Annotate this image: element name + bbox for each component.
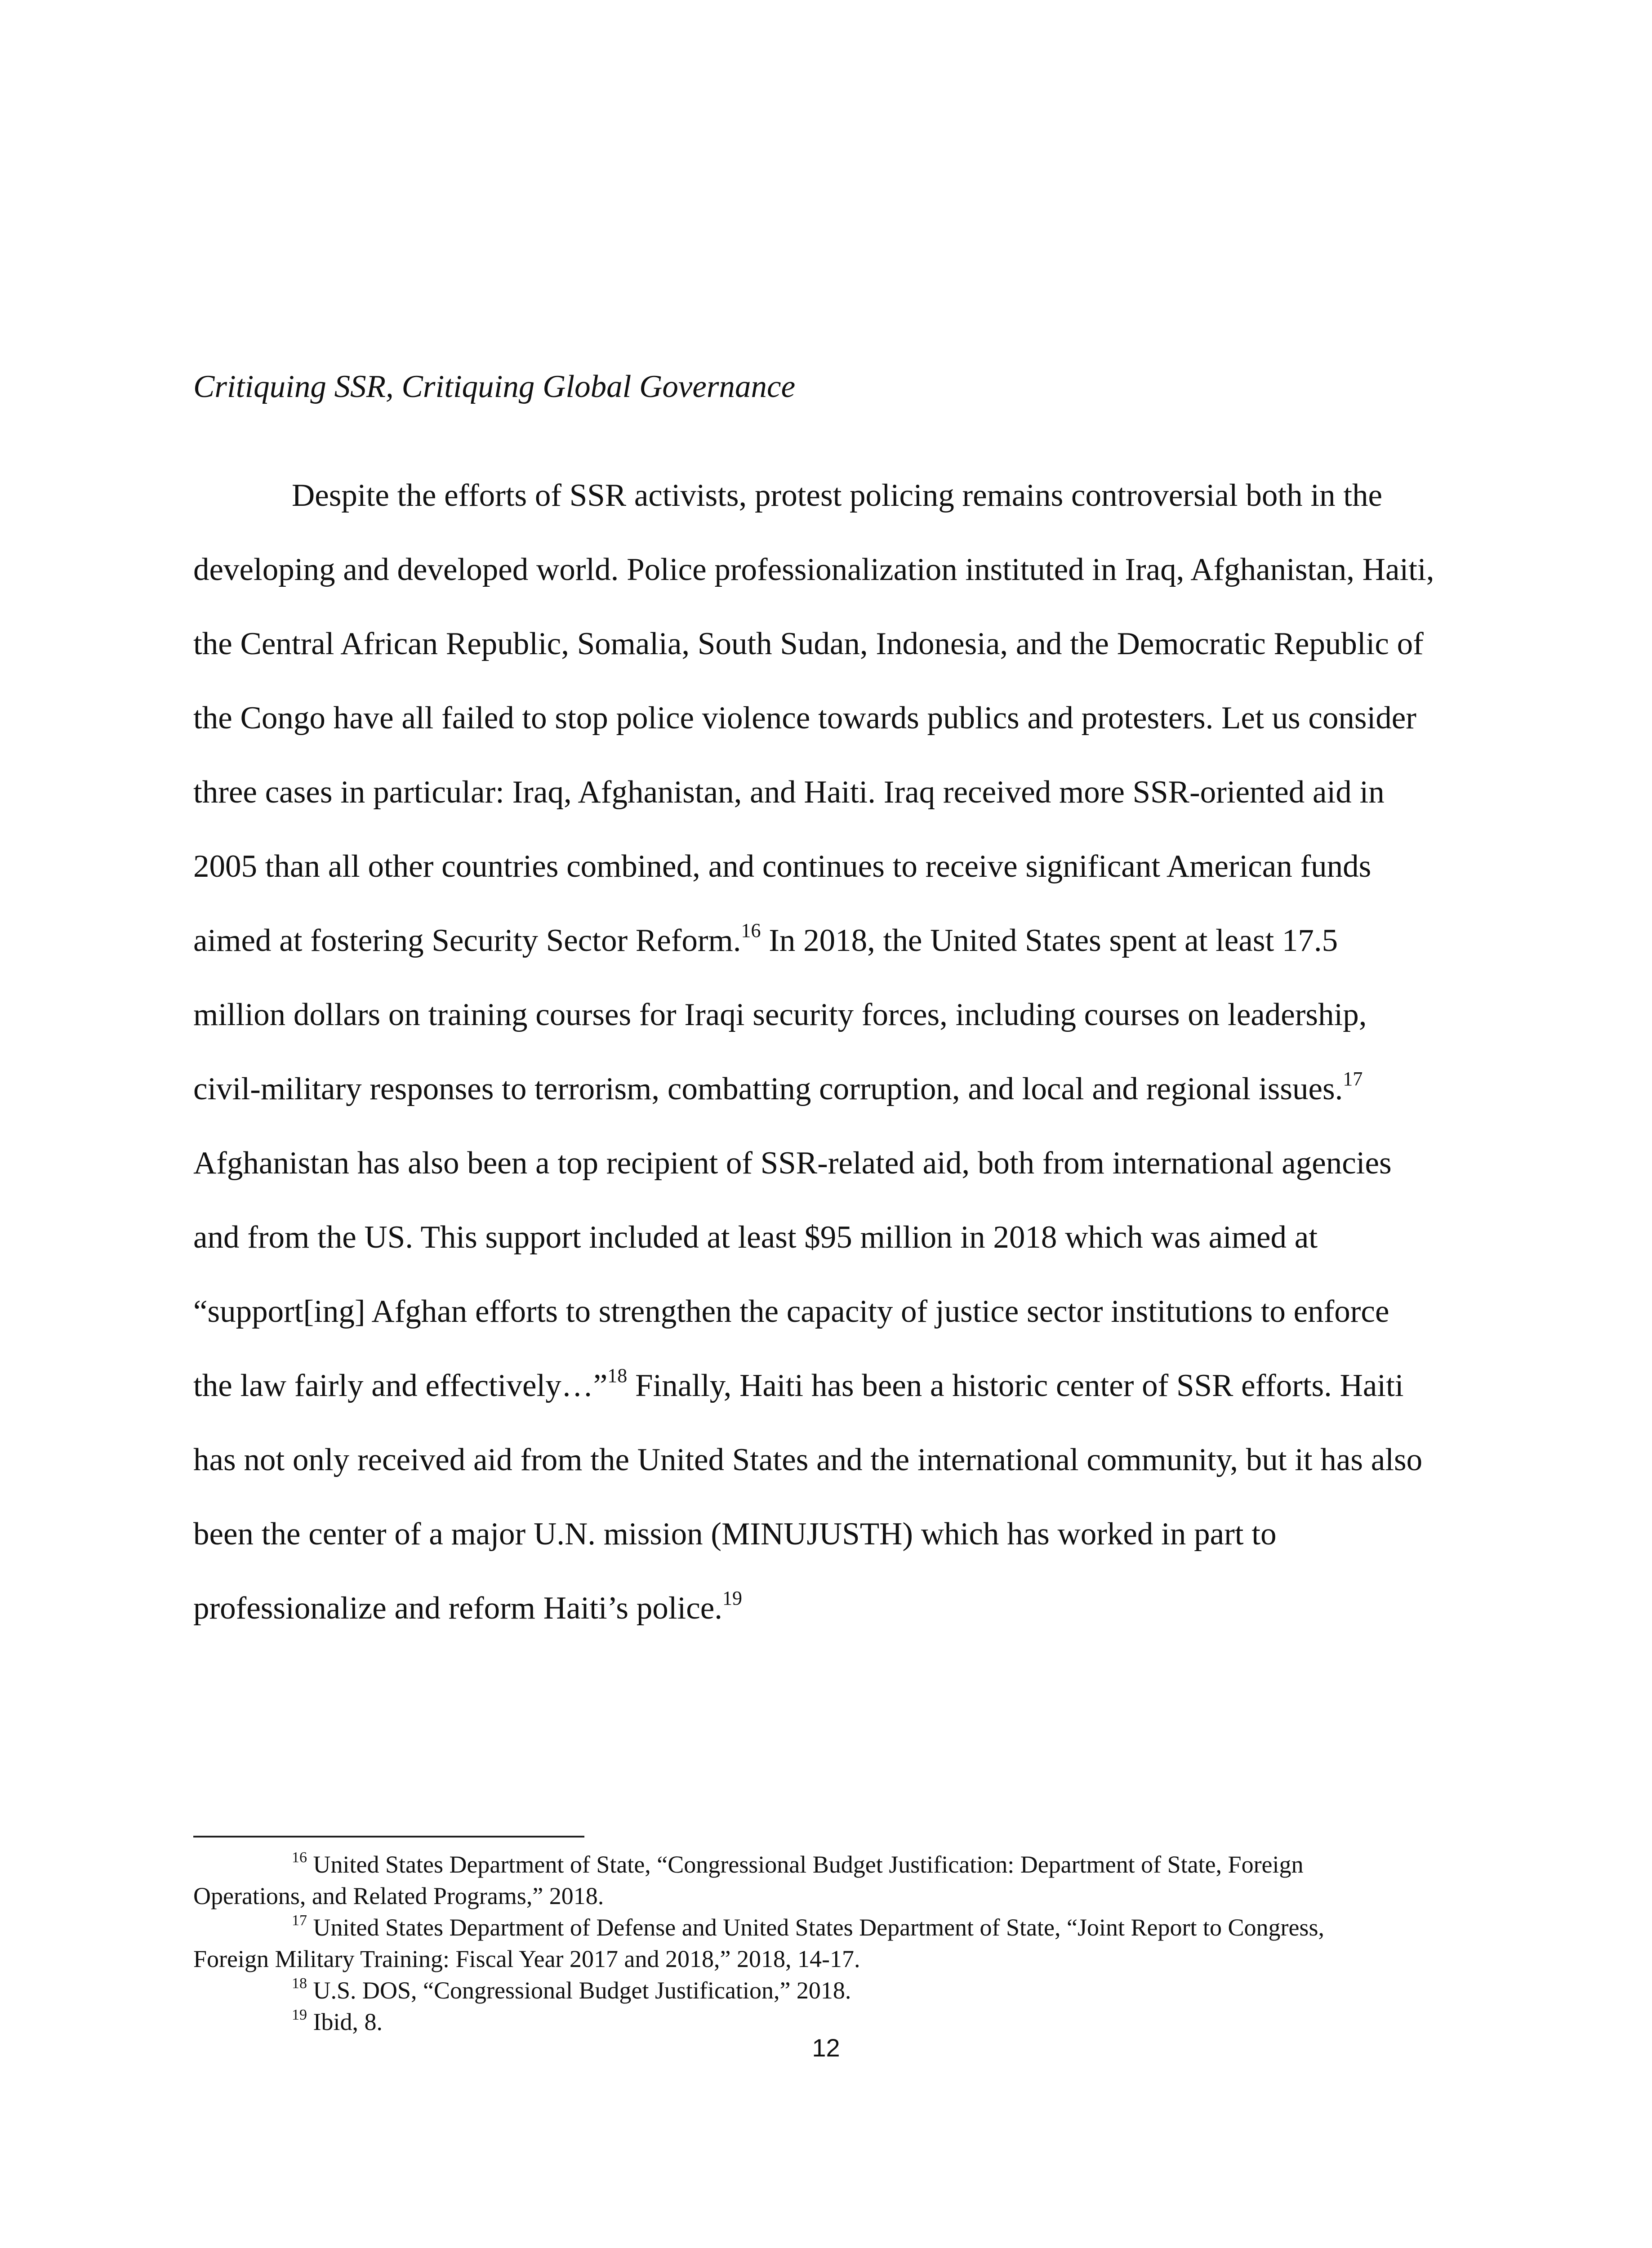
body-line: developing and developed world. Police professionalization instituted in Iraq, Afghanistan, Haiti,: [193, 552, 1434, 587]
body-line: three cases in particular: Iraq, Afghanistan, and Haiti. Iraq received more SSR-oriented aid in: [193, 775, 1385, 810]
body-line: been the center of a major U.N. mission (MINUJUSTH) which has worked in part to: [193, 1517, 1277, 1552]
body-paragraph: [193, 459, 1474, 1646]
footnote-number: 18: [292, 1975, 307, 1992]
page-number: 12: [812, 2034, 840, 2062]
footnote-divider: [193, 1836, 584, 1838]
footnote-19: $^{19}$ Ibid, 8.: [292, 2007, 383, 2035]
body-line: Despite the efforts of SSR activists, protest policing remains controversial both in the: [292, 478, 1383, 513]
body-line: and from the US. This support included at least $95 million in 2018 which was aimed at: [193, 1220, 1318, 1255]
footnote-number: 17: [292, 1912, 307, 1929]
footnote-reference[interactable]: 18: [607, 1365, 628, 1387]
body-line: the law fairly and effectively…”$^{18}$ Finally, Haiti has been a historic center of SSR efforts. Haiti: [193, 1365, 1404, 1403]
footnote-18: $^{18}$ U.S. DOS, “Congressional Budget Justification,” 2018.: [292, 1975, 851, 2004]
body-line: professionalize and reform Haiti’s police.$^{19}$: [193, 1587, 743, 1626]
body-line: the Central African Republic, Somalia, South Sudan, Indonesia, and the Democratic Republic of: [193, 626, 1424, 661]
footnote-17-continuation: Foreign Military Training: Fiscal Year 2017 and 2018,” 2018, 14-17.: [193, 1945, 860, 1972]
body-line: 2005 than all other countries combined, and continues to receive significant American funds: [193, 849, 1371, 884]
footnote-number: 16: [292, 1849, 307, 1866]
footnote-16: $^{16}$ United States Department of State, “Congressional Budget Justification: Department of State, Foreign: [292, 1849, 1304, 1878]
body-line: civil-military responses to terrorism, combatting corruption, and local and regional issues.$^{17}$: [193, 1068, 1363, 1106]
section-heading: Critiquing SSR, Critiquing Global Governance: [193, 369, 796, 404]
footnote-number: 19: [292, 2007, 307, 2023]
body-line: “support[ing] Afghan efforts to strengthen the capacity of justice sector institutions to enforce: [193, 1294, 1389, 1329]
footnote-reference[interactable]: 16: [741, 919, 761, 942]
footnotes-section: [193, 1849, 1474, 2038]
body-line: the Congo have all failed to stop police violence towards publics and protesters. Let us consider: [193, 700, 1416, 736]
footnote-reference[interactable]: 17: [1343, 1068, 1363, 1090]
body-line: has not only received aid from the United States and the international community, but it has also: [193, 1442, 1423, 1477]
body-line: million dollars on training courses for Iraqi security forces, including courses on leadership,: [193, 997, 1367, 1032]
body-line: aimed at fostering Security Sector Reform.$^{16}$ In 2018, the United States spent at least 17.5: [193, 919, 1338, 958]
footnote-16-continuation: Operations, and Related Programs,” 2018.: [193, 1882, 604, 1909]
footnote-reference[interactable]: 19: [722, 1587, 743, 1610]
body-line: Afghanistan has also been a top recipient of SSR-related aid, both from international agencies: [193, 1146, 1392, 1181]
footnote-17: $^{17}$ United States Department of Defense and United States Department of State, “Joint Report to Congress,: [292, 1912, 1324, 1941]
